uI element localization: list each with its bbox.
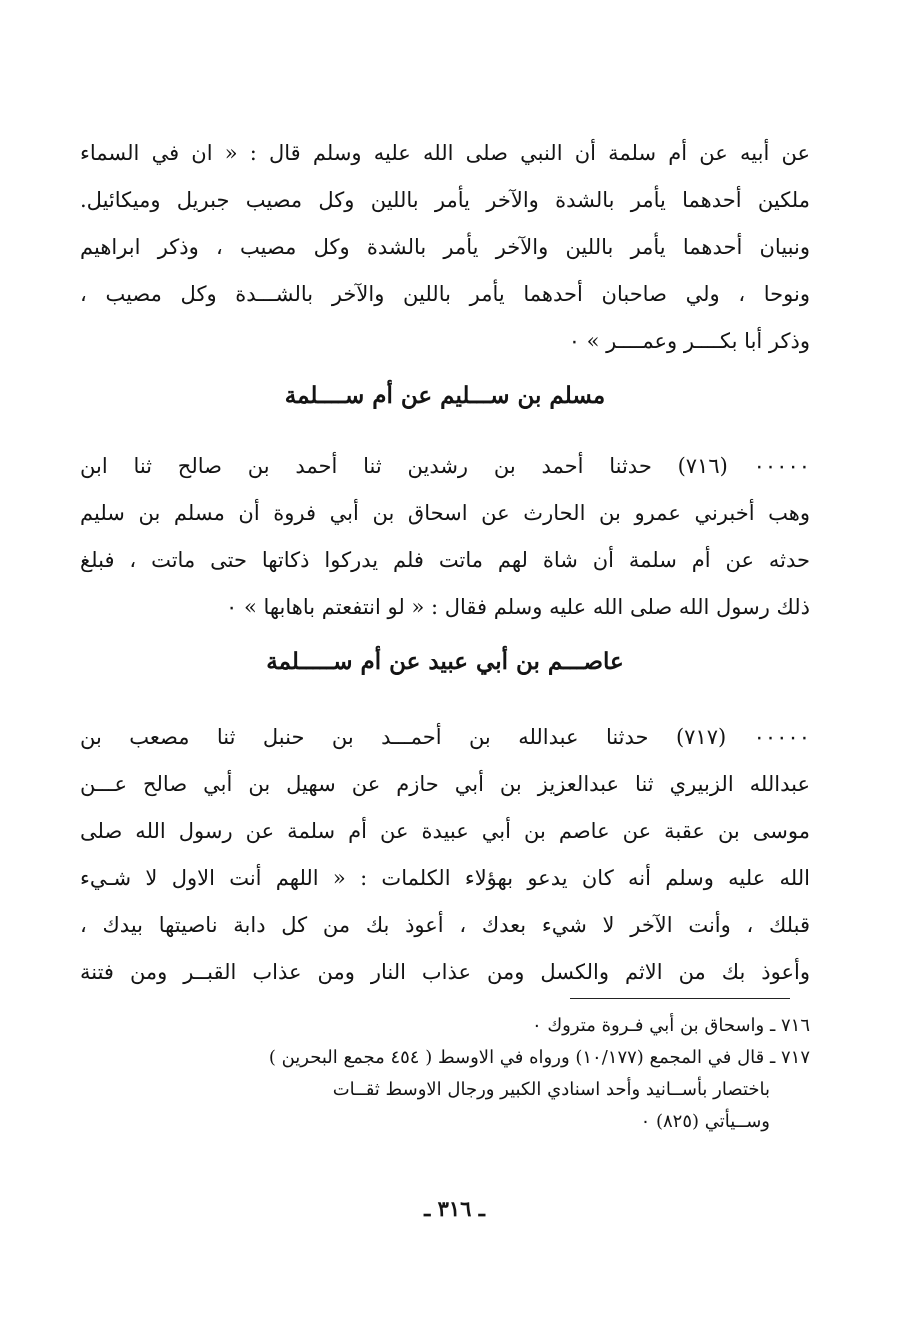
text-line: ٠٠٠٠٠ (٧١٧) حدثنا عبدالله بن أحمـــد بن حنبل ثنا مصعب بن (80, 725, 810, 749)
footnote-717-continuation: وســيأتي (٨٢٥) ٠ (640, 1111, 770, 1132)
text-line: عن أبيه عن أم سلمة أن النبي صلى الله عليه وسلم قال : « ان في السماء (80, 141, 810, 165)
page-number: ـ ٣١٦ ـ (424, 1196, 485, 1221)
text-line: عبدالله الزبيري ثنا عبدالعزيز بن أبي حازم عن سهيل بن أبي صالح عـــن (80, 772, 810, 796)
section-heading-muslim-ibn-sulaym: مسلم بن ســـليم عن أم ســــلمة (284, 382, 606, 409)
text-line: ملكين أحدهما يأمر بالشدة والآخر يأمر باللين وكل مصيب جبريل وميكائيل. (80, 188, 810, 212)
footnote-716: ٧١٦ ـ واسحاق بن أبي فـروة متروك ٠ (531, 1015, 810, 1036)
paragraph-hadith-716 (80, 443, 810, 631)
text-line: ذلك رسول الله صلى الله عليه وسلم فقال : « لو انتفعتم باهابها » ٠ (225, 595, 810, 619)
text-line: موسى بن عقبة عن عاصم بن أبي عبيدة عن أم سلمة عن رسول الله صلى (80, 819, 810, 843)
text-line: ونبيان أحدهما يأمر باللين والآخر يأمر بالشدة وكل مصيب ، وذكر ابراهيم (80, 235, 810, 259)
paragraph-hadith-717 (80, 714, 810, 996)
text-line: وهب أخبرني عمرو بن الحارث عن اسحاق بن أبي فروة أن مسلم بن سليم (80, 501, 810, 525)
footnotes (80, 1010, 810, 1138)
text-line: قبلك ، وأنت الآخر لا شيء بعدك ، أعوذ بك من كل دابة ناصيتها بيدك ، (80, 913, 810, 937)
text-line: ونوحا ، ولي صاحبان أحدهما يأمر باللين والآخر بالشـــدة وكل مصيب ، (80, 282, 810, 306)
text-line: وذكر أبا بكــــر وعمــــر » ٠ (568, 329, 810, 353)
text-line: الله عليه وسلم أنه كان يدعو بهؤلاء الكلمات : « اللهم أنت الاول لا شـيء (80, 866, 810, 890)
footnote-717-continuation: باختصار بأســانيد وأحد اسنادي الكبير ورجال الاوسط ثقــات (332, 1079, 770, 1100)
text-line: ٠٠٠٠٠ (٧١٦) حدثنا أحمد بن رشدين ثنا أحمد بن صالح ثنا ابن (80, 454, 810, 478)
section-heading-asim-ibn-abi-ubayd: عاصـــم بن أبي عبيد عن أم ســـــلمة (266, 648, 624, 675)
footnote-divider (570, 998, 790, 999)
footnote-717: ٧١٧ ـ قال في المجمع (١٠/١٧٧) ورواه في الاوسط ( ٤٥٤ مجمع البحرين ) (268, 1047, 810, 1068)
paragraph-hadith-715-continuation (80, 130, 810, 365)
text-line: حدثه عن أم سلمة أن شاة لهم ماتت فلم يدركوا ذكاتها حتى ماتت ، فبلغ (80, 548, 810, 572)
text-line: وأعوذ بك من الاثم والكسل ومن عذاب النار ومن عذاب القبــر ومن فتنة (80, 960, 810, 984)
